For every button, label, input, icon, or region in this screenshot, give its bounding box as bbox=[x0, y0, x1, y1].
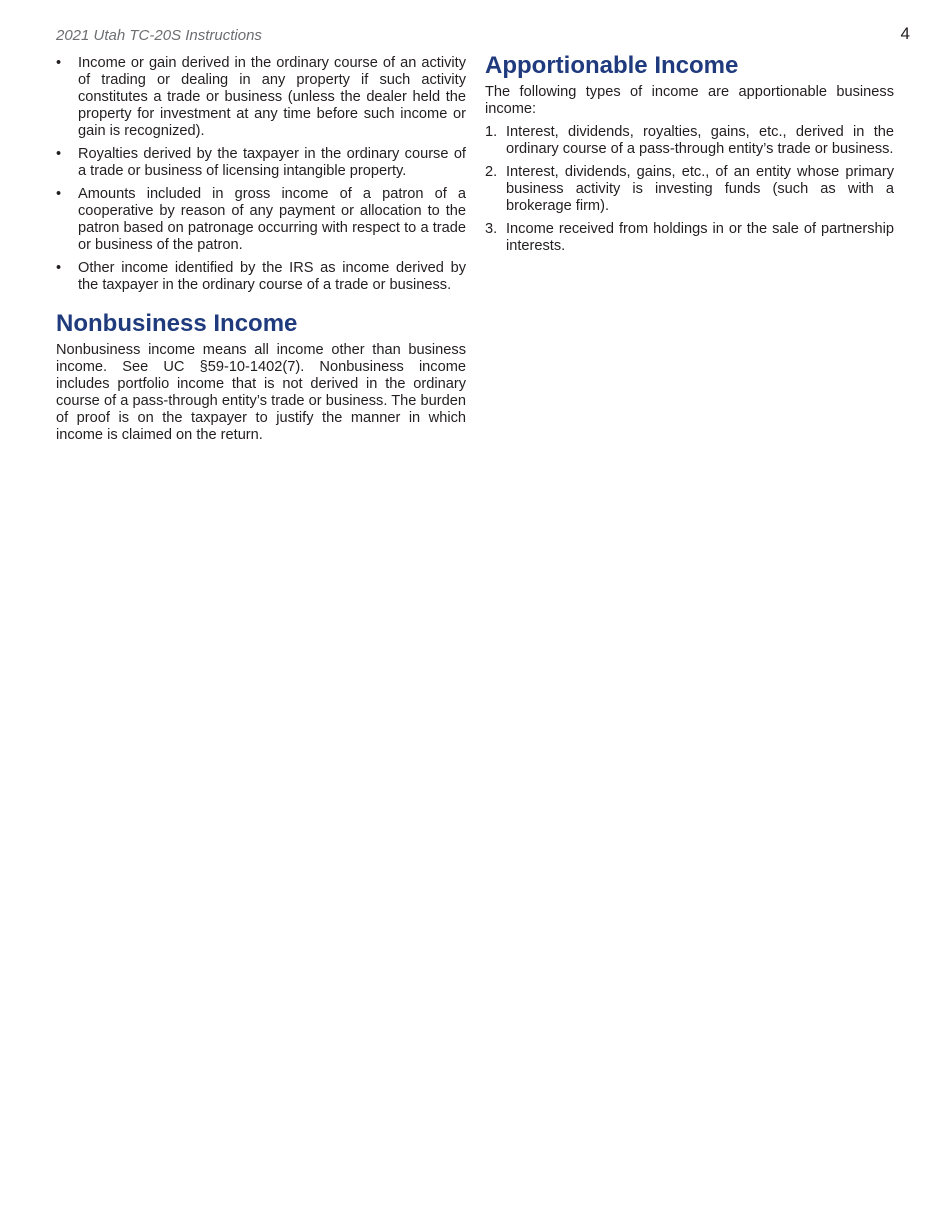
list-item-text: Income received from holdings in or the sale of partnership interests. bbox=[506, 221, 894, 254]
running-head: 2021 Utah TC-20S Instructions bbox=[56, 27, 262, 44]
list-item bbox=[485, 164, 894, 215]
list-item-text: Amounts included in gross income of a patron of a cooperative by reason of any payment or allocation to the patron based on patronage occurring with respect to a trade or business of the patron. bbox=[78, 186, 466, 253]
apportionable-income-list bbox=[485, 124, 894, 255]
list-item bbox=[56, 55, 466, 140]
apportionable-income-intro: The following types of income are apportionable business income: bbox=[485, 84, 894, 117]
apportionable-income-heading: Apportionable Income bbox=[485, 52, 739, 79]
left-column bbox=[56, 55, 466, 450]
list-item bbox=[56, 146, 466, 180]
list-item-number: 1. bbox=[485, 124, 498, 140]
bullet-icon: • bbox=[56, 260, 62, 276]
list-item bbox=[56, 260, 466, 294]
page-number: 4 bbox=[900, 24, 910, 43]
list-item-text: Other income identified by the IRS as income derived by the taxpayer in the ordinary course of a trade or business. bbox=[78, 260, 466, 293]
nonbusiness-income-paragraph: Nonbusiness income means all income other than business income. See UC §59-10-1402(7). Nonbusiness income includes portfolio income that is not derived in the ordinary course of a pass-through entity’s trade or business. The burden of proof is on the taxpayer to justify the manner in which income is claimed on the return. bbox=[56, 342, 466, 443]
list-item-text: Interest, dividends, royalties, gains, etc., derived in the ordinary course of a pass-through entity’s trade or business. bbox=[506, 124, 894, 157]
bullet-icon: • bbox=[56, 186, 62, 202]
list-item bbox=[56, 186, 466, 254]
list-item-number: 2. bbox=[485, 164, 498, 180]
bullet-icon: • bbox=[56, 55, 62, 71]
list-item-text: Royalties derived by the taxpayer in the ordinary course of a trade or business of licensing intangible property. bbox=[78, 146, 466, 179]
list-item bbox=[485, 221, 894, 255]
bullet-icon: • bbox=[56, 146, 62, 162]
list-item-text: Income or gain derived in the ordinary course of an activity of trading or dealing in any property if such activity constitutes a trade or business (unless the dealer held the property for investment at any time before such income or gain is recognized). bbox=[78, 55, 466, 139]
list-item bbox=[485, 124, 894, 158]
list-item-number: 3. bbox=[485, 221, 498, 237]
list-item-text: Interest, dividends, gains, etc., of an entity whose primary business activity is investing funds (such as with a brokerage firm). bbox=[506, 164, 894, 214]
business-income-bullet-list bbox=[56, 55, 466, 294]
nonbusiness-income-heading: Nonbusiness Income bbox=[56, 310, 298, 337]
right-column bbox=[485, 52, 894, 261]
